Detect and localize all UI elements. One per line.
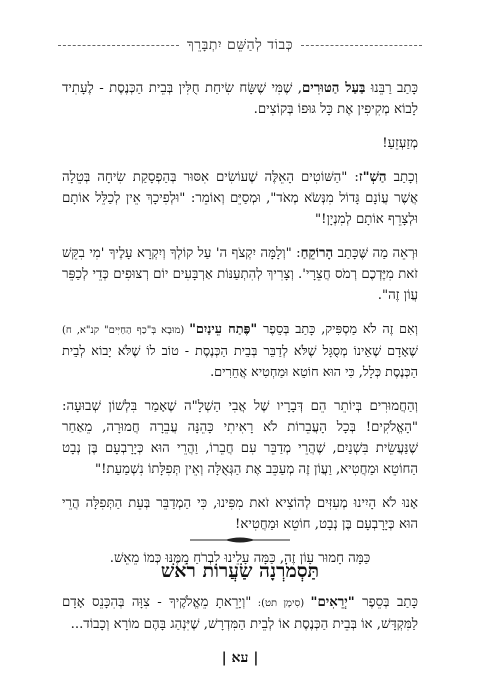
running-header-title: כְּבוֹד לְהַשֵּׁם יִתְבָּרֵךְ xyxy=(186,36,294,53)
page-number: | עא | xyxy=(221,650,259,666)
text-run: אָנוּ לֹא הָיִינוּ מְעִזִּים לְהוֹצִיא זֹאת מִפִּינוּ, כִּי הַמְדַבֵּר בְּעֵת הַתְּפִלָּה הֲרֵי הוּא כְּיָרָבְעָם בֶּן נְבָט, חוֹטֵא וּמַחֲטִיא! xyxy=(62,496,418,532)
reference-note: (סִימָן תט): xyxy=(251,598,311,609)
paragraph xyxy=(62,396,418,480)
running-header xyxy=(58,36,422,54)
section-body xyxy=(62,592,418,648)
text-run: וְאִם זֶה לֹא מַסְפִּיק, כָּתַב בְּסֵפֶר xyxy=(257,322,418,337)
paragraph xyxy=(62,319,418,383)
text-run: מְזַעְזֵעַ! xyxy=(382,136,418,151)
paragraph xyxy=(62,133,418,154)
text-run: "וְיָרֵאתָ מֵאֱלֹקֶיךָ - צִוָּה בְּהִכָּנֵס אָדָם לַמִּקְדָּשׁ, אוֹ בְּבֵית הַכְּנֶסֶת אוֹ לְבֵית הַמִּדְרָשׁ, שֶׁיִּנְהַג בָּהֶם מוֹרָא וְכָבוֹד... xyxy=(62,595,418,632)
source-citation: הָרוֹקֵחַ xyxy=(300,246,334,261)
paragraph xyxy=(62,243,418,306)
main-text xyxy=(62,78,418,582)
text-run: כָּתַב רַבֵּנוּ xyxy=(365,81,418,96)
text-run: וּרְאֵה מַה שֶּׁכָּתַב xyxy=(333,246,419,261)
text-run: כַּמָּה חָמוּר עָוֹן זֶה, כַּמָּה עָלֵינוּ לִבְרֹחַ מִמֶּנּוּ כְּמוֹ מֵאֵשׁ. xyxy=(109,551,371,566)
paragraph xyxy=(62,167,418,230)
header-rule-left xyxy=(58,45,179,46)
source-citation: "יְרֵאִים" xyxy=(310,595,355,610)
text-run: , שֶׁמִּי שֶׁשָּׂח שִׂיחַת חֻלִּין בְּבֵית הַכְּנֶסֶת - לֶעָתִיד לָבוֹא מְקִיפִין אֶת כָּל גּוּפוֹ בְּקוֹצִים. xyxy=(62,81,418,117)
source-citation: "פֶּתַח עֵינַיִם" xyxy=(189,322,258,337)
text-run: : "וְלָמָּה יִקְצֹף ה' עַל קוֹלְךָ וְיִקְרָא עָלֶיךָ 'מִי בִקֵּשׁ זֹאת מִיֶּדְכֶם רְמֹס חֲצֵרָי'. וְצָרִיךְ לְהִתְעַנּוֹת אַרְבָּעִים יוֹם רְצוּפִים כְּדֵי לְכַפֵּר עֲוֹן זֶה". xyxy=(62,246,418,303)
text-run: וְכָתַב xyxy=(386,170,418,185)
section-divider-ornament xyxy=(190,535,290,545)
text-run: : "הַשּׁוֹטִים הָאֵלֶּה שֶׁעוֹשִׂים אִסּוּר בְּהַפְסָקַת שִׂיחָה בְּטֵלָה אֲשֶׁר עֲוֹנָם גָּדוֹל מִנְּשֹׂא מְאֹד", וּמְסַיֵּם וְאוֹמֵר: "וּלְפִיכָךְ אֵין לְכַלֵּל אוֹתָם וּלְצָרֵף אוֹתָם לְמִנְיָן!" xyxy=(62,170,418,227)
text-run: כָּתַב בְּסֵפֶר xyxy=(354,595,418,610)
paragraph xyxy=(62,493,418,535)
header-rule-right xyxy=(301,45,422,46)
text-run: וְהַחֲמוּרִים בְּיוֹתֵר הֵם דְּבָרָיו שֶׁל אֲבִי הַשְׁלָ"ה שֶׁאָמַר בִּלְשׁוֹן שְׁבוּעָה: "הָאֱלֹקִים! בְּכָל הָעֲבֵרוֹת לֹא רָאִיתִי כָּהֵנָּה עֲבֵרָה חֲמוּרָה, מֵאַחַר שֶׁנַּעֲשֵׂית בִּשְׁנַיִם, שֶׁהֲרֵי מְדַבֵּר עִם חֲבֵרוֹ, וַהֲרֵי הוּא כְּיָרָבְעָם בֶּן נְבָט הַחוֹטֵא וּמַחֲטִיא, וַעֲוֹן זֶה מְעַכֵּב אֶת הַגְּאֻלָּה וְאֵין תְּפִלָּתוֹ נִשְׁמַעַת!" xyxy=(62,399,418,477)
text-run: שֶׁאָדָם שֶׁאֵינוֹ מְסֻגָּל שֶׁלֹּא לְדַבֵּר בְּבֵית הַכְּנֶסֶת - טוֹב לוֹ שֶׁלֹּא יָבוֹא לְבֵית הַכְּנֶסֶת כְּלָל, כִּי הוּא חוֹטֵא וּמַחְטִיא אֲחֵרִים. xyxy=(62,344,418,380)
paragraph xyxy=(62,78,418,120)
source-citation: בַּעַל הַטּוּרִים xyxy=(301,81,366,96)
paragraph xyxy=(62,592,418,635)
source-citation: הַשְׁ"ז xyxy=(358,170,387,185)
reference-note: (מוּבָא בְּ"כַף הַחַיִּים" קנ"א, ח) xyxy=(62,325,190,336)
section-title: תַּסְמֹרְנָה שַׂעֲרוֹת רֹאשׁ xyxy=(160,560,320,582)
